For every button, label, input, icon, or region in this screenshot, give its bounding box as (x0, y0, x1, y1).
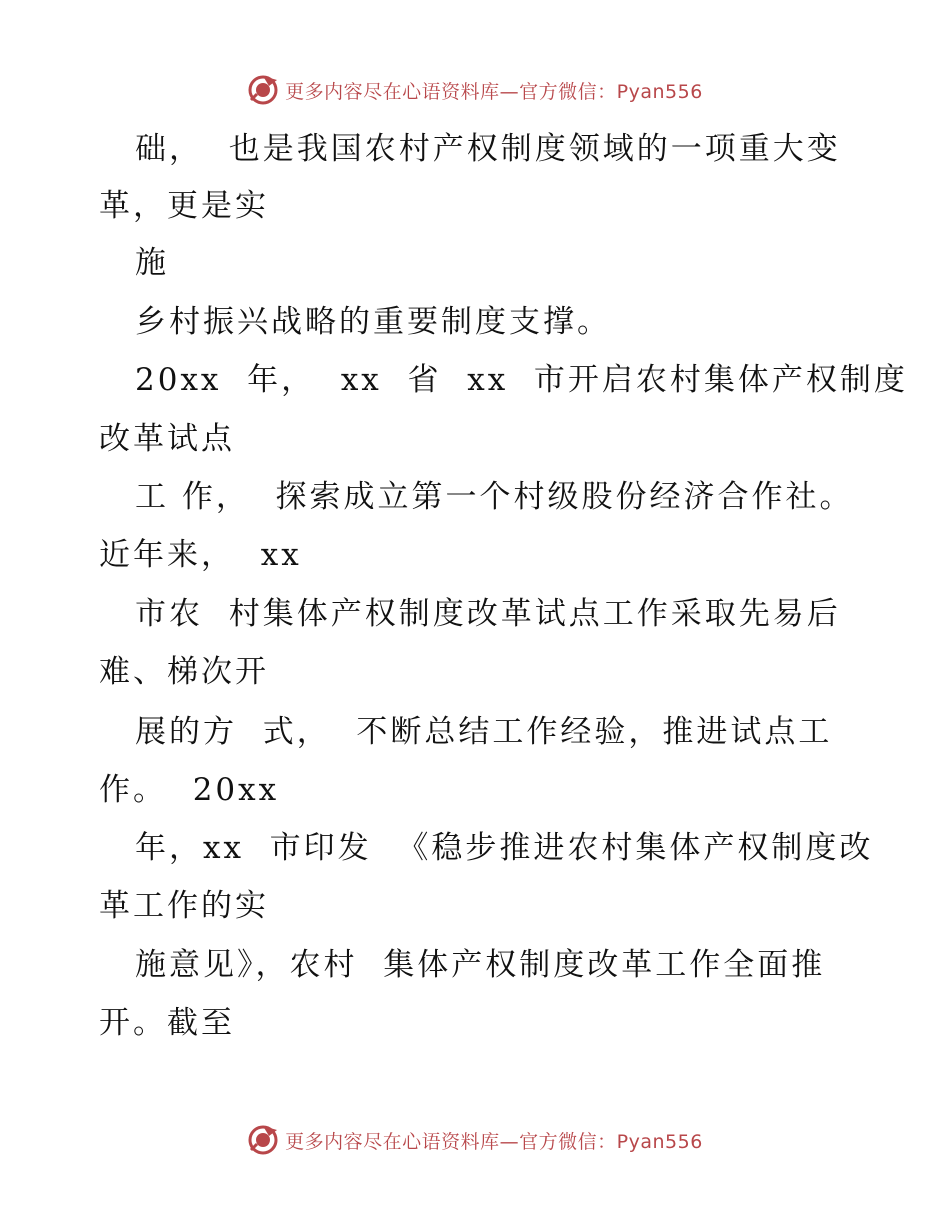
header-banner-text: 更多内容尽在心语资料库—官方微信：Pyan556 (285, 80, 703, 103)
text-line: 20xx 年， xx 省 xx 市开启农村集体产权制度 (135, 362, 908, 398)
text-line: 开。截至 (99, 1005, 235, 1041)
text-line: 展的方 式， 不断总结工作经验，推进试点工 (135, 714, 833, 750)
text-line: 础， 也是我国农村产权制度领域的一项重大变 (135, 131, 841, 167)
text-line: 作。 20xx (99, 772, 280, 808)
text-line: 革工作的实 (99, 888, 269, 924)
text-line: 施 (135, 245, 169, 281)
text-line: 乡村振兴战略的重要制度支撑。 (135, 304, 611, 340)
text-line: 施意见》，农村 集体产权制度改革工作全面推 (135, 947, 826, 983)
text-line: 工 作， 探索成立第一个村级股份经济合作社。 (135, 479, 854, 515)
text-line: 革，更是实 (99, 188, 269, 224)
text-line: 近年来， xx (99, 537, 302, 573)
footer-banner-text: 更多内容尽在心语资料库—官方微信：Pyan556 (285, 1130, 703, 1153)
text-line: 难、梯次开 (99, 654, 269, 690)
seal-logo-icon (247, 1124, 279, 1156)
footer-banner (0, 1120, 950, 1160)
text-line: 改革试点 (99, 421, 235, 457)
text-line: 年，xx 市印发 《稳步推进农村集体产权制度改 (135, 830, 874, 866)
text-line: 市农 村集体产权制度改革试点工作采取先易后 (135, 596, 841, 632)
